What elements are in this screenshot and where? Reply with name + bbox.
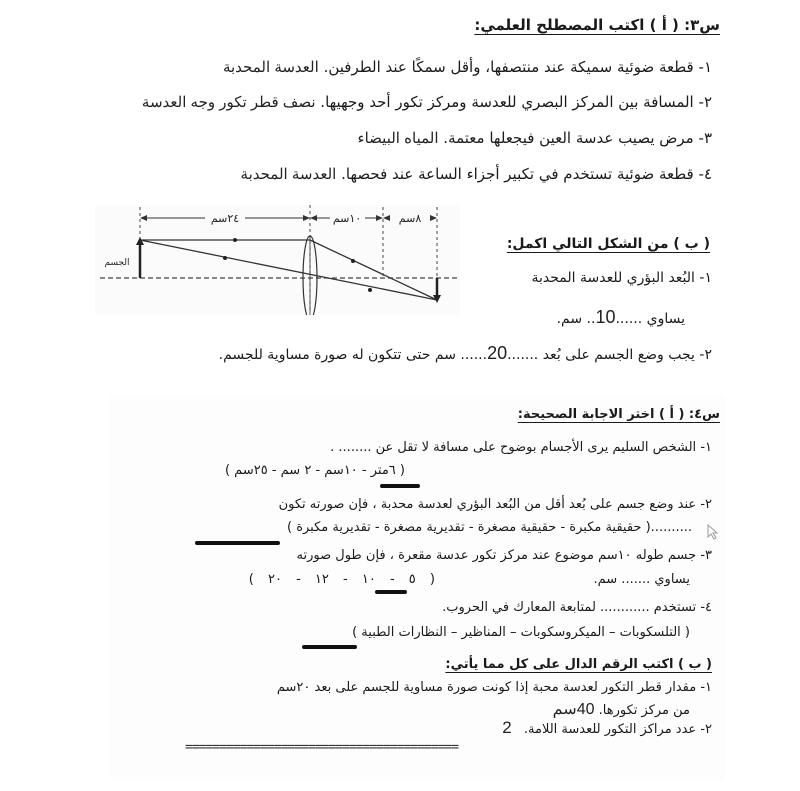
q3-partb-title: ( ب ) من الشكل التالي اكمل: xyxy=(506,236,710,252)
item-number: ١- xyxy=(699,270,712,286)
item-number: ٢- xyxy=(698,93,712,111)
q4-title: س٤: ( أ ) اختر الاجابة الصحيحة: xyxy=(517,407,720,422)
lens-diagram xyxy=(95,205,460,315)
q4-partb-item-1 xyxy=(277,680,712,695)
blank-suffix: .. سم. xyxy=(556,311,596,327)
answer-underline-mark xyxy=(195,541,280,545)
q4-item-4-options: ( التلسكوبات – الميكروسكوبات – المناظير – النظارات الطبية ) xyxy=(352,625,690,640)
item-number: ٤- xyxy=(698,165,712,183)
item-number: ٣- xyxy=(700,548,712,563)
item-text: مقدار قطر التكور لعدسة محبة إذا كونت صورة مساوية للجسم على بعد ٢٠سم xyxy=(276,680,697,695)
answer-underline-mark xyxy=(375,590,407,594)
handwritten-answer: 40سم xyxy=(552,701,595,718)
item-number: ١- xyxy=(698,58,712,76)
q3-item-1 xyxy=(223,58,712,76)
separator-line: ======================================== xyxy=(185,740,459,755)
dimension-label-10: ١٠سم xyxy=(332,212,362,225)
handwritten-answer: نصف قطر تكور وجه العدسة xyxy=(141,94,316,111)
answer-underline-mark xyxy=(380,484,420,488)
item-stem: جسم طوله ١٠سم موضوع عند مركز تكور عدسة مقعرة ، فإن طول صورته xyxy=(296,548,697,563)
q4-item-4 xyxy=(442,600,712,615)
item-text: البُعد البؤري للعدسة المحدبة xyxy=(531,270,695,286)
q4-item-2 xyxy=(279,497,712,512)
item-text: من مركز تكورها. xyxy=(598,703,690,718)
answer-underline-mark xyxy=(302,645,357,649)
item-number: ٢- xyxy=(700,722,712,737)
q3-item-4 xyxy=(241,165,712,183)
item-text: المسافة بين المركز البصري للعدسة ومركز تكور أحد وجهيها. xyxy=(320,93,694,111)
q4-item-1-options: ( ٦متر - ١٠سم - ٢ سم - ٢٥سم ) xyxy=(224,463,405,478)
ray-marker xyxy=(351,259,355,263)
handwritten-answer: 2 xyxy=(502,718,512,737)
item-number: ٤- xyxy=(700,600,712,615)
handwritten-answer: المياه البيضاء xyxy=(357,130,439,147)
blank-suffix: ...... سم حتى تتكون له صورة مساوية للجسم. xyxy=(218,347,488,363)
item-stem: تستخدم ............ لمتابعة المعارك في الحروب. xyxy=(442,600,697,615)
q4-partb-item-1-line2 xyxy=(553,699,690,719)
q4-item-3-stem2: يساوي ....... سم. xyxy=(593,572,690,587)
handwritten-answer: العدسة المحدبة xyxy=(240,166,337,183)
q4-item-1 xyxy=(330,440,712,455)
q3-partb-item-2 xyxy=(219,343,712,364)
dimension-label-8: ٨سم xyxy=(398,212,422,225)
handwritten-answer: العدسة المحدبة xyxy=(222,59,319,76)
item-text: قطعة ضوئية سميكة عند منتصفها، وأقل سمكًا عند الطرفين. xyxy=(323,58,694,76)
ray-marker xyxy=(223,256,227,260)
handwritten-answer: 20 xyxy=(487,343,508,363)
q3-item-3 xyxy=(358,129,712,147)
item-number: ٢- xyxy=(700,497,712,512)
q4-item-3-options: ( ٥ - ١٠ - ١٢ - ٢٠ ) xyxy=(248,572,435,587)
dimension-label-24: ٢٤سم xyxy=(210,212,240,225)
blank-prefix: يساوي ...... xyxy=(615,311,685,327)
ray-marker xyxy=(368,288,372,292)
q4-partb-title: ( ب ) اكتب الرقم الدال على كل مما يأتي: xyxy=(445,657,712,672)
item-number: ٢- xyxy=(699,347,712,363)
q4-partb-item-2 xyxy=(502,718,712,738)
item-text: مرض يصيب عدسة العين فيجعلها معتمة. xyxy=(443,129,694,147)
handwritten-answer: 10 xyxy=(595,307,616,327)
q4-item-3 xyxy=(297,548,712,563)
object-label: الجسم xyxy=(104,258,130,268)
ray-marker xyxy=(233,238,237,242)
q4-item-2-options: ..........( حقيقية مكبرة - حقيقية مصغرة - تقديرية مصغرة - تقديرية مكبرة ) xyxy=(286,520,692,535)
item-number: ٣- xyxy=(698,129,712,147)
q3-partb-item-1 xyxy=(532,270,713,286)
item-stem: عند وضع جسم على بُعد أقل من البُعد البؤري لعدسة محدبة ، فإن صورته تكون xyxy=(278,497,697,512)
item-number: ١- xyxy=(700,440,712,455)
item-number: ١- xyxy=(700,680,712,695)
item-stem: الشخص السليم يرى الأجسام بوضوح على مسافة لا تقل عن ........ . xyxy=(330,440,697,455)
item-text: عدد مراكز التكور للعدسة اللامة. xyxy=(523,722,697,737)
blank-prefix: يجب وضع الجسم على بُعد ....... xyxy=(507,347,695,363)
item-text: قطعة ضوئية تستخدم في تكبير أجزاء الساعة عند فحصها. xyxy=(341,165,694,183)
q3-item-2 xyxy=(142,93,712,111)
mouse-cursor-icon xyxy=(706,524,720,540)
q3-title: س٣: ( أ ) اكتب المصطلح العلمي: xyxy=(474,16,720,34)
q3-partb-item-1-answer-line xyxy=(557,307,685,328)
